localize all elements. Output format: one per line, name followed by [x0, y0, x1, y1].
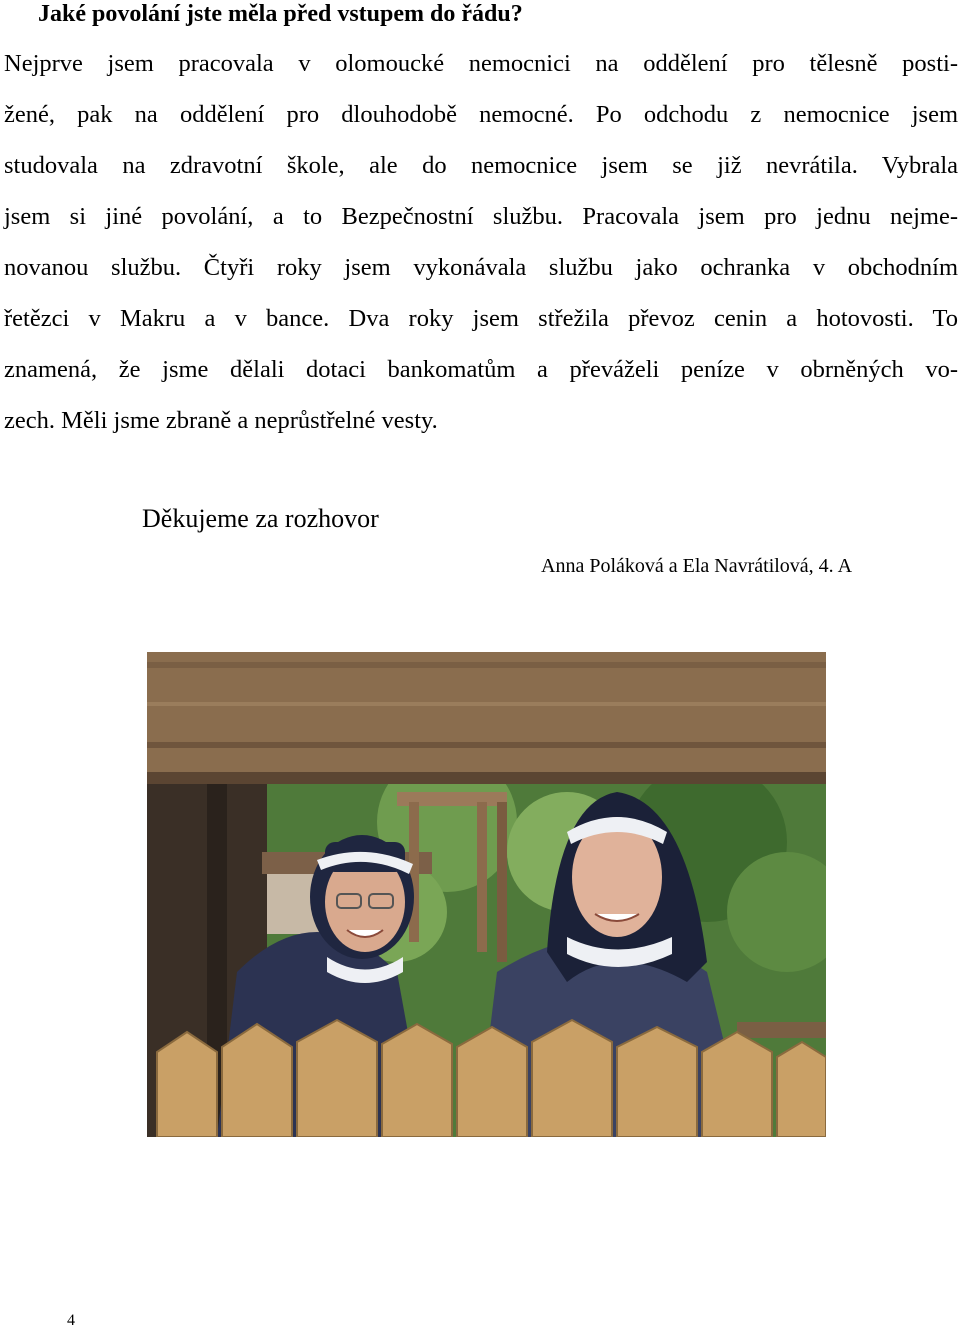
- answer-paragraph: [4, 38, 958, 446]
- answer-line: jsem si jiné povolání, a to Bezpečnostní službu. Pracovala jsem pro jednu nejme-: [4, 203, 958, 230]
- answer-line: studovala na zdravotní škole, ale do nemocnice jsem se již nevrátila. Vybrala: [4, 152, 958, 179]
- answer-line: Nejprve jsem pracovala v olomoucké nemocnici na oddělení pro tělesně posti-: [4, 50, 958, 77]
- answer-line: řetězci v Makru a v bance. Dva roky jsem střežila převoz cenin a hotovosti. To: [4, 305, 958, 332]
- answer-line: novanou službu. Čtyři roky jsem vykonávala službu jako ochranka v obchodním: [4, 254, 958, 281]
- interview-photo: [147, 652, 826, 1137]
- answer-line: zech. Měli jsme zbraně a neprůstřelné vesty.: [4, 407, 438, 434]
- authors-signature: Anna Poláková a Ela Navrátilová, 4. A: [541, 555, 853, 577]
- page-number: 4: [67, 1312, 75, 1329]
- answer-line: znamená, že jsme dělali dotaci bankomatům a převáželi peníze v obrněných vo-: [4, 356, 958, 383]
- question-heading: Jaké povolání jste měla před vstupem do řádu?: [38, 1, 523, 27]
- answer-line: žené, pak na oddělení pro dlouhodobě nemocné. Po odchodu z nemocnice jsem: [4, 101, 958, 128]
- thanks-text: Děkujeme za rozhovor: [142, 504, 379, 533]
